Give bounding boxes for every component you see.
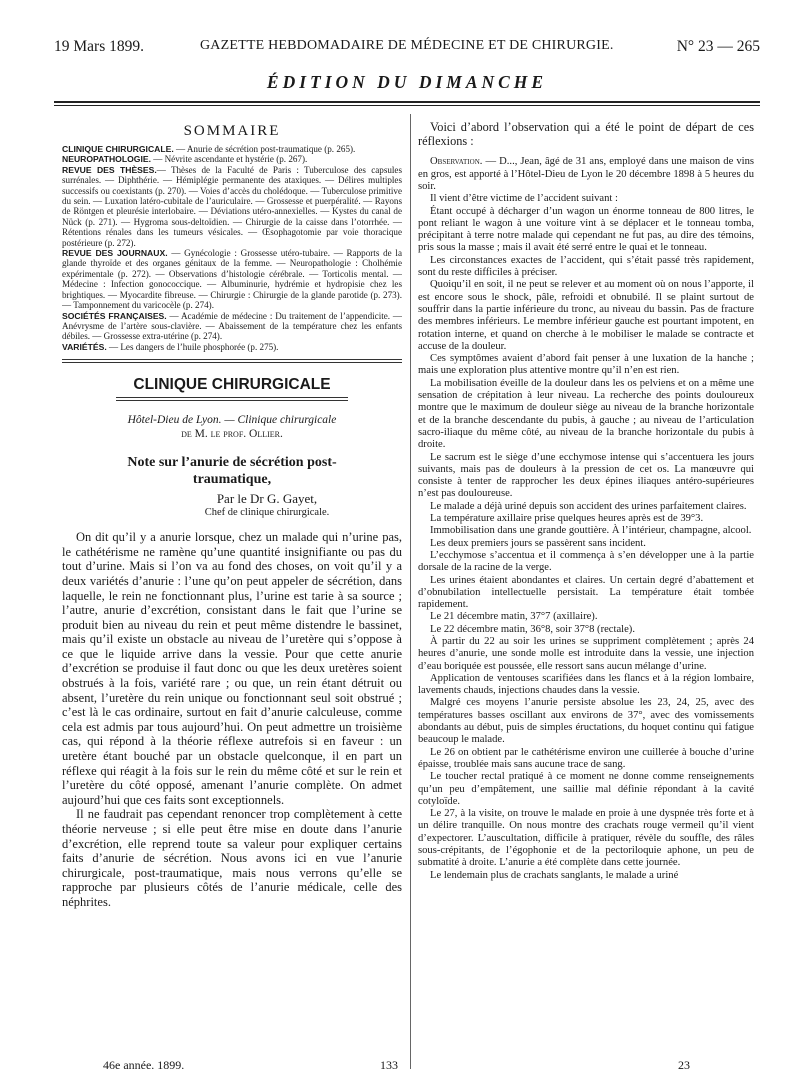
observation-paragraph: La mobilisation éveille de la douleur dans les os pelviens et on a même une sensation de crépitation à leur niveau. La recherche des points douloureux montre que le maximum de douleur siège au niveau de la branche horizontale et de la branche descendante du pubis, à gauche ; au niveau de l’articulation sacro-iliaque du même côté, au niveau de la branche horizontale du pubis à droite. <box>418 377 754 451</box>
sommaire-entry-text: — Académie de médecine : Du traitement de l’appendicite. — Anévrysme de l’artère sous-clavière. — Abaissement de la température chez les enfants débiles. — Grossesse extra-utérine (p. 274). <box>62 310 402 342</box>
footer-page-number: 133 <box>380 1058 398 1072</box>
observation-body <box>418 193 754 882</box>
sommaire-separator <box>62 359 402 360</box>
sommaire-entry <box>62 165 402 248</box>
author-role: Chef de clinique chirurgicale. <box>204 507 330 519</box>
footer-year: 46e année. 1899. <box>103 1058 185 1072</box>
observation-text: — D..., Jean, âgé de 31 ans, employé dans une maison de vins en gros, est apporté à l’Hôtel-Dieu de Lyon le 20 décembre 1898 à 5 heures du soir. <box>418 156 754 192</box>
observation-paragraph: La température axillaire prise quelques heures après est de 39°3. <box>430 513 704 525</box>
header-rule-thin <box>54 105 760 106</box>
section-underline-thin <box>116 400 348 401</box>
sommaire-entry-key: CLINIQUE CHIRURGICALE. <box>62 144 174 154</box>
sommaire-entry-text: — Névrite ascendante et hystérie (p. 267). <box>150 154 308 165</box>
article-byline: Par le Dr G. Gayet, <box>216 491 318 507</box>
observation-paragraph: Application de ventouses scarifiées dans les flancs et à la région lombaire, lavements chauds, injections chaudes dans la vessie. <box>418 672 754 697</box>
observation-paragraph: Ces symptômes avaient d’abord fait penser à une luxation de la hanche ; mais une exploration plus attentive montre qu’il n’en est rien. <box>418 353 754 377</box>
observation-paragraph: Quoiqu’il en soit, il ne peut se relever et au moment où on nous l’apporte, il est encore sous le shock, pâle, refroidi et obnubilé. Il se plaint surtout de souffrir dans la partie inférieure du tronc, au niveau du bassin. Pas de fracture des membres inférieurs. Le membre inférieur gauche est pourtant impotent, en rotation interne, et quand on cherche à le mobiliser le malade se contracte et accuse de la douleur. <box>418 279 754 352</box>
observation-label: Observation. <box>430 156 483 168</box>
sommaire-entry <box>62 248 402 310</box>
observation-paragraph: Immobilisation dans une grande gouttière. À l’intérieur, champagne, alcool. <box>430 525 752 537</box>
observation-intro: Voici d’abord l’observation qui a été le point de départ de ces réflexions : <box>418 120 754 149</box>
observation-paragraph: L’ecchymose s’accentua et il commença à s’en développer une à la partie dorsale de la racine de la verge. <box>418 549 754 574</box>
observation-paragraph: Le lendemain plus de crachats sanglants, le malade a uriné <box>430 869 679 881</box>
running-header <box>54 38 760 60</box>
article-title-line-2: traumatique, <box>192 472 272 488</box>
right-column <box>418 120 754 1075</box>
sommaire-entry-key: REVUE DES THÈSES. <box>62 164 157 175</box>
sommaire-entry <box>62 144 402 154</box>
section-title: CLINIQUE CHIRURGICALE <box>133 376 331 394</box>
footer-sheet-number: 23 <box>678 1058 690 1072</box>
observation-paragraph: Le 27, à la visite, on trouve le malade en proie à une dyspnée très forte et à un délire tranquille. On nous montre des crachats rouge vermeil qu’il vient d’expectorer. L’auscultation, difficile à pratiquer, révèle du souffle, des râles sous-crépitants, de l’égophonie et de la pectoriloquie aphone, un peu de submatité à droite. L’anurie a été complète dans cette journée. <box>418 808 754 869</box>
observation-paragraph: Malgré ces moyens l’anurie persiste absolue les 23, 24, 25, avec des températures basses oscillant aux environs de 37°, avec des vomissements abondants au début, puis de simples éructations, du hoquet continu qui fatigue beaucoup le malade. <box>418 697 754 746</box>
sommaire-entry-text: — Les dangers de l’huile phosphorée (p. 275). <box>106 341 279 352</box>
observation-paragraph: Les deux premiers jours se passèrent sans incident. <box>430 537 646 549</box>
issue-date: 19 Mars 1899. <box>54 38 144 55</box>
sommaire-entry-key: REVUE DES JOURNAUX. <box>62 248 168 259</box>
sommaire-entry-text: — Thèses de la Faculté de Paris : Tuberculose des capsules surrénales. — Diphthérie. — Hémiplégie permanente des ataxiques. — Délires multiples successifs ou coexistants (p. 270). — Voies d’accès du cholédoque. — Tuberculose primitive du sein. — Luxation latéro-cubitale de l’auriculaire. — Grossesse et puerpéralité. — Rayons de Röntgen et pleurésie interlobaire. — Déviations utéro-annexielles. — Kystes du canal de Nück (p. 271). — Hygroma sous-deltoïdien. — Chirurgie de la caisse dans l’otorrhée. — Rétentions rénales dans les tumeurs vésicales. — Œsophagotomie par voie thoracique postérieure (p. 272). <box>62 164 402 248</box>
section-underline <box>116 397 348 398</box>
sommaire-entry <box>62 311 402 342</box>
observation-paragraph: Le toucher rectal pratiqué à ce moment ne donne comme renseignements qu’un peu d’empâtement, une saillie mal définie répondant à la cavité cotyloïde. <box>418 771 754 807</box>
column-divider <box>410 114 411 1069</box>
left-column <box>62 120 402 1075</box>
observation-paragraph: Étant occupé à décharger d’un wagon un énorme tonneau de 800 litres, le pont reliant le wagon à une voiture vint à se déplacer et le tonneau tomba, précipitant à terre notre malade qui cependant ne fut pas, au dire des témoins, pris sous la masse ; mais il avait été serré entre le quai et le tonneau. <box>418 205 754 254</box>
article-paragraph: On dit qu’il y a anurie lorsque, chez un malade qui n’urine pas, le cathétérisme ne ramène qu’une quantité insignifiante ou pas du tout d’urine. Mais si l’on va au fond des choses, on voit qu’il y a deux variétés d’anurie : l’une qu’on peut appeler de sécrétion, dans laquelle, le rein ne fonctionnant plus, l’urine est tarie à sa source ; l’autre, anurie d’excrétion, consistant dans le fait que l’urine se produit bien au niveau du rein et peut même distendre le bassinet, mais qu’il existe un obstacle au niveau de l’uretère qui s’oppose à ce que le liquide arrive dans la vessie. Pour que cette anurie d’excrétion se produise il faut donc ou que les deux uretères soient obstrués à la fois, variété rare ; ou que, un rein étant détruit ou absent, l’uretère du rein unique ou fonctionnant seul soit obstrué ; c’est là le cas ordinaire, surtout en fait d’anurie calculeuse, comme cela est admis par tous aujourd’hui. On peut admettre un troisième cas, qui répond à la théorie réflexe autrefois si en faveur : un uretère étant bouché par un obstacle quelconque, il en part un réflexe qui réagit à la fois sur le rein du même côté et sur le rein et l’uretère du côté opposé, amenant l’anurie complète. On admet aujourd’hui que ces faits sont exceptionnels. <box>62 530 402 807</box>
observation-paragraph: À partir du 22 au soir les urines se suppriment complètement ; après 24 heures d’anurie, une sonde molle est introduite dans la vessie, une injection d’eau boriquée est poussée, elle ressort sans aucun mélange d’urine. <box>418 635 754 672</box>
edition-title: ÉDITION DU DIMANCHE <box>266 72 548 92</box>
sommaire-entry-key: VARIÉTÉS. <box>62 341 107 352</box>
header-rule <box>54 101 760 103</box>
observation-paragraph: Le malade a déjà uriné depuis son accident des urines parfaitement claires. <box>430 500 747 512</box>
clinic-heading <box>62 413 402 441</box>
clinic-line-2: de M. le prof. Ollier. <box>181 428 283 441</box>
sommaire-entry-text: — Gynécologie : Grossesse utéro-tubaire. — Rapports de la glande thyroïde et des organes génitaux de la femme. — Neuropathologie : Cholhémie expérimentale (p. 272). — Observations d’histologie cérébrale. — Torticolis mental. — Médecine : Infection gonococcique. — Albuminurie, hydrémie et hydropisie chez les brightiques. — Myocardite fibreuse. — Chirurgie : Chirurgie de la glande parotide (p. 273). — Tamponnement du varicocèle (p. 274). <box>62 248 402 311</box>
sommaire-entry-key: NEUROPATHOLOGIE. <box>62 154 151 165</box>
journal-title: GAZETTE HEBDOMADAIRE DE MÉDECINE ET DE CHIRURGIE. <box>200 38 614 53</box>
sommaire-entry <box>62 154 402 164</box>
sommaire-entry-key: SOCIÉTÉS FRANÇAISES. <box>62 310 167 321</box>
sommaire-entry <box>62 342 402 352</box>
issue-number: N° 23 — 265 <box>676 38 760 55</box>
clinic-line-1: Hôtel-Dieu de Lyon. — Clinique chirurgicale <box>127 414 337 427</box>
observation-paragraph: Le sacrum est le siège d’une ecchymose intense qui s’accentuera les jours suivants, mais pas de douleurs à la pression de cet os. La manœuvre qui consiste à tenter de rapprocher les deux épines iliaques antéro-supérieures n’est pas douloureuse. <box>418 451 754 500</box>
observation-paragraph: Le 22 décembre matin, 36°8, soir 37°8 (rectale). <box>430 623 635 635</box>
observation-paragraph: Il vient d’être victime de l’accident suivant : <box>430 193 618 205</box>
sommaire-entry-text: — Anurie de sécrétion post-traumatique (p. 265). <box>173 144 356 154</box>
observation-paragraph: Les circonstances exactes de l’accident, qui s’était passé très rapidement, sont du reste difficiles à préciser. <box>418 254 754 279</box>
article-title-line-1: Note sur l’anurie de sécrétion post- <box>127 455 337 471</box>
sommaire-list <box>62 144 402 352</box>
observation-paragraph: Le 21 décembre matin, 37°7 (axillaire). <box>430 611 598 623</box>
observation-paragraph <box>418 156 754 193</box>
sommaire-title: SOMMAIRE <box>183 123 281 139</box>
sommaire-separator-thin <box>62 362 402 363</box>
article-paragraph: Il ne faudrait pas cependant renoncer trop complètement à cette théorie nerveuse ; si elle peut être mise en doute dans l’anurie d’excrétion, elle reprend toute sa valeur pour expliquer certains faits d’anurie de sécrétion. Nous avons ici en vue l’anurie chirurgicale, post-traumatique, mais nous verrons qu’elle se rapproche par plusieurs côtés de l’anurie médicale, celle des néphrites. <box>62 807 402 909</box>
observation-paragraph: Le 26 on obtient par le cathétérisme environ une cuillerée à bouche d’urine épaisse, troublée mais sans aucune trace de sang. <box>418 746 754 770</box>
observation-paragraph: Les urines étaient abondantes et claires. Un certain degré d’abattement et d’obnubilation intellectuelle persistait. La température était tombée rapidement. <box>418 574 754 611</box>
